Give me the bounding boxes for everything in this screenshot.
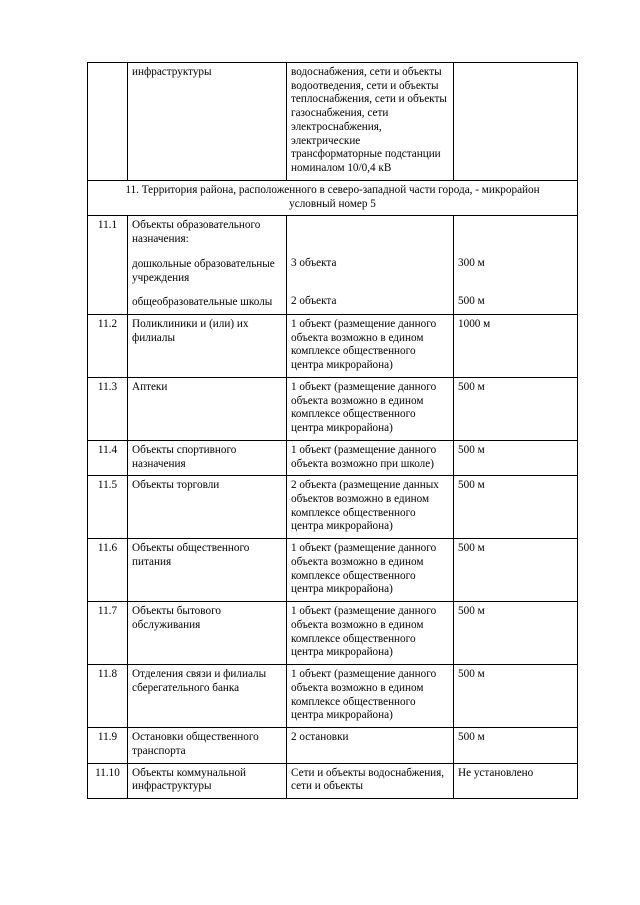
table-row: [88, 602, 578, 665]
object-cell: инфраструктуры: [128, 63, 287, 181]
table-row: [88, 440, 578, 475]
row-number: 11.8: [88, 665, 128, 728]
row-number: 11.5: [88, 476, 128, 539]
table-row: [88, 314, 578, 377]
distance-cell: 500 м: [454, 665, 578, 728]
row-number: [88, 63, 128, 181]
distance-cell: 500 м: [454, 728, 578, 763]
distance-cell: 500 м: [454, 539, 578, 602]
row-number: 11.6: [88, 539, 128, 602]
distance-cell: 500 м: [454, 377, 578, 440]
distance-cell: 1000 м: [454, 314, 578, 377]
table-row: [88, 665, 578, 728]
object-cell: Объекты коммунальной инфраструктуры: [128, 763, 287, 798]
table-row: [88, 728, 578, 763]
object-heading: Объекты образовательного назначения:: [132, 219, 261, 246]
quantity-cell: 1 объект (размещение данного объекта возможно в едином комплексе общественного центра микрорайона): [287, 602, 454, 665]
distance-cell: 500 м: [454, 440, 578, 475]
quantity-cell: Сети и объекты водоснабжения, сети и объекты: [287, 763, 454, 798]
row-number: 11.4: [88, 440, 128, 475]
document-page: [87, 62, 577, 799]
row-number: 11.7: [88, 602, 128, 665]
sub-quantity-preschool: 3 объекта: [291, 257, 337, 270]
object-cell: Объекты спортивного назначения: [128, 440, 287, 475]
quantity-cell: 1 объект (размещение данного объекта возможно в едином комплексе общественного центра микрорайона): [287, 377, 454, 440]
quantity-cell: 2 объекта (размещение данных объектов возможно в едином комплексе общественного центра микрорайона): [287, 476, 454, 539]
distance-cell: [454, 216, 578, 315]
object-cell: Объекты бытового обслуживания: [128, 602, 287, 665]
sub-distance-preschool: 300 м: [458, 257, 485, 270]
row-number: 11.9: [88, 728, 128, 763]
sub-quantity-schools: 2 объекта: [291, 295, 337, 308]
quantity-cell: 1 объект (размещение данного объекта возможно в едином комплексе общественного центра микрорайона): [287, 539, 454, 602]
object-cell: Остановки общественного транспорта: [128, 728, 287, 763]
row-number: 11.3: [88, 377, 128, 440]
quantity-cell: 1 объект (размещение данного объекта возможно в едином комплексе общественного центра микрорайона): [287, 665, 454, 728]
row-number: 11.10: [88, 763, 128, 798]
section-title: 11. Территория района, расположенного в северо-западной части города, - микрорайон условный номер 5: [88, 181, 578, 216]
sub-object-schools: общеобразовательные школы: [132, 296, 273, 309]
table-row: [88, 476, 578, 539]
quantity-cell: водоснабжения, сети и объекты водоотведения, сети и объекты теплоснабжения, сети и объекты газоснабжения, сети электроснабжения, электрические трансформаторные подстанции номиналом 10/0,4 кВ: [287, 63, 454, 181]
object-cell: [128, 216, 287, 315]
object-cell: Объекты общественного питания: [128, 539, 287, 602]
quantity-cell: 1 объект (размещение данного объекта возможно в едином комплексе общественного центра микрорайона): [287, 314, 454, 377]
distance-cell: 500 м: [454, 476, 578, 539]
object-cell: Аптеки: [128, 377, 287, 440]
distance-cell: 500 м: [454, 602, 578, 665]
distance-cell: [454, 63, 578, 181]
object-cell: Отделения связи и филиалы сберегательного банка: [128, 665, 287, 728]
object-cell: Объекты торговли: [128, 476, 287, 539]
object-cell: Поликлиники и (или) их филиалы: [128, 314, 287, 377]
quantity-cell: 1 объект (размещение данного объекта возможно при школе): [287, 440, 454, 475]
table-row: [88, 377, 578, 440]
section-row: [88, 181, 578, 216]
table-row-continued: [88, 63, 578, 181]
sub-object-preschool: дошкольные образовательные учреждения: [132, 257, 275, 284]
row-number: 11.1: [88, 216, 128, 315]
quantity-cell: 2 остановки: [287, 728, 454, 763]
row-number: 11.2: [88, 314, 128, 377]
sub-distance-schools: 500 м: [458, 295, 485, 308]
table-row-11-1: [88, 216, 578, 315]
table-row: [88, 539, 578, 602]
quantity-cell: [287, 216, 454, 315]
table-row: [88, 763, 578, 798]
facilities-table: [87, 62, 578, 799]
distance-cell: Не установлено: [454, 763, 578, 798]
